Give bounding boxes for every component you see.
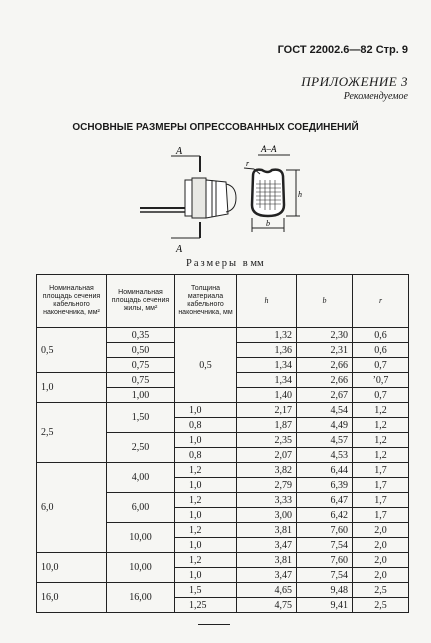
- table-row: [37, 328, 409, 343]
- col-h: h: [237, 275, 297, 328]
- cell-h: 1,34: [237, 373, 297, 388]
- cell-lug-area: 0,5: [37, 328, 107, 373]
- cell-r: 0,6: [353, 343, 409, 358]
- cell-thickness: 1,2: [175, 493, 237, 508]
- cell-lug-area: 1,0: [37, 373, 107, 403]
- cell-b: 2,30: [297, 328, 353, 343]
- cell-b: 7,54: [297, 568, 353, 583]
- table-header-row: [37, 275, 409, 328]
- cell-b: 2,67: [297, 388, 353, 403]
- cell-thickness: 1,2: [175, 553, 237, 568]
- cell-h: 3,47: [237, 538, 297, 553]
- cell-h: 1,87: [237, 418, 297, 433]
- cell-h: 2,17: [237, 403, 297, 418]
- cell-b: 7,60: [297, 523, 353, 538]
- cell-thickness: 1,0: [175, 478, 237, 493]
- cell-h: 3,81: [237, 523, 297, 538]
- dimensions-table: [36, 274, 409, 613]
- cell-thickness: 0,8: [175, 448, 237, 463]
- cell-h: 2,79: [237, 478, 297, 493]
- cell-h: 1,32: [237, 328, 297, 343]
- cell-h: 2,35: [237, 433, 297, 448]
- crimped-connection-drawing: [140, 140, 310, 252]
- sizes-word: Размеры: [186, 258, 239, 269]
- sizes-caption: [186, 258, 264, 269]
- cell-r: 1,7: [353, 508, 409, 523]
- cell-thickness: 0,8: [175, 418, 237, 433]
- dim-b-label: b: [266, 219, 270, 228]
- cell-b: 2,66: [297, 358, 353, 373]
- cell-r: 1,2: [353, 403, 409, 418]
- dim-h-label: h: [298, 190, 302, 199]
- col-r: r: [353, 275, 409, 328]
- cell-b: 4,57: [297, 433, 353, 448]
- cell-r: 2,0: [353, 568, 409, 583]
- cell-r: 2,0: [353, 538, 409, 553]
- end-rule: [198, 624, 230, 625]
- dim-r-label: r: [246, 159, 250, 168]
- cell-h: 3,33: [237, 493, 297, 508]
- cell-r: 0,6: [353, 328, 409, 343]
- cut-label-bottom: А: [176, 244, 183, 252]
- cell-wire-area: 0,75: [107, 373, 175, 388]
- cell-r: 1,2: [353, 433, 409, 448]
- cell-h: 1,36: [237, 343, 297, 358]
- cell-b: 4,49: [297, 418, 353, 433]
- cell-lug-area: 6,0: [37, 463, 107, 553]
- cell-thickness: 1,0: [175, 403, 237, 418]
- cell-thickness: 1,2: [175, 523, 237, 538]
- cell-h: 2,07: [237, 448, 297, 463]
- cell-wire-area: 10,00: [107, 553, 175, 583]
- cell-h: 3,00: [237, 508, 297, 523]
- appendix-status: Рекомендуемое: [343, 91, 408, 102]
- cell-thickness: 1,2: [175, 463, 237, 478]
- cell-b: 6,47: [297, 493, 353, 508]
- cell-thickness: 1,0: [175, 433, 237, 448]
- cell-thickness: 1,5: [175, 583, 237, 598]
- cell-r: 2,5: [353, 598, 409, 613]
- cut-label-top: А: [176, 146, 183, 157]
- table-row: [37, 463, 409, 478]
- cell-thickness: 1,25: [175, 598, 237, 613]
- page-header: ГОСТ 22002.6—82 Стр. 9: [277, 44, 408, 56]
- cell-b: 9,41: [297, 598, 353, 613]
- cell-thickness: 1,0: [175, 568, 237, 583]
- appendix-title: ПРИЛОЖЕНИЕ 3: [301, 74, 408, 89]
- cell-h: 3,81: [237, 553, 297, 568]
- cell-wire-area: 0,35: [107, 328, 175, 343]
- cell-wire-area: 10,00: [107, 523, 175, 553]
- col-thickness: Толщина материала кабельного наконечника, мм: [175, 275, 237, 328]
- cell-wire-area: 0,75: [107, 358, 175, 373]
- cell-b: 9,48: [297, 583, 353, 598]
- cell-b: 6,44: [297, 463, 353, 478]
- cell-h: 1,40: [237, 388, 297, 403]
- cell-wire-area: 1,50: [107, 403, 175, 433]
- table-row: [37, 583, 409, 598]
- cell-b: 4,54: [297, 403, 353, 418]
- cell-b: 2,31: [297, 343, 353, 358]
- cell-r: 2,0: [353, 523, 409, 538]
- cell-h: 1,34: [237, 358, 297, 373]
- cell-r: 1,7: [353, 478, 409, 493]
- col-wire-area: Номинальная площадь сечения жилы, мм²: [107, 275, 175, 328]
- cell-wire-area: 4,00: [107, 463, 175, 493]
- cell-b: 7,54: [297, 538, 353, 553]
- section-label: А–А: [261, 144, 277, 154]
- cell-wire-area: 1,00: [107, 388, 175, 403]
- cell-wire-area: 16,00: [107, 583, 175, 613]
- cell-r: 2,0: [353, 553, 409, 568]
- cell-wire-area: 6,00: [107, 493, 175, 523]
- cell-thickness: 0,5: [175, 328, 237, 403]
- cell-b: 4,53: [297, 448, 353, 463]
- cell-b: 2,66: [297, 373, 353, 388]
- cell-h: 4,75: [237, 598, 297, 613]
- cell-r: ʼ0,7: [353, 373, 409, 388]
- cell-wire-area: 0,50: [107, 343, 175, 358]
- cell-lug-area: 10,0: [37, 553, 107, 583]
- cell-r: 2,5: [353, 583, 409, 598]
- cell-r: 1,7: [353, 463, 409, 478]
- cell-r: 0,7: [353, 388, 409, 403]
- cell-h: 3,82: [237, 463, 297, 478]
- col-lug-area: Номинальная площадь сечения кабельного наконечника, мм²: [37, 275, 107, 328]
- table-row: [37, 403, 409, 418]
- cell-r: 1,7: [353, 493, 409, 508]
- cell-h: 3,47: [237, 568, 297, 583]
- cell-wire-area: 2,50: [107, 433, 175, 463]
- cell-b: 6,39: [297, 478, 353, 493]
- cell-r: 1,2: [353, 448, 409, 463]
- cell-thickness: 1,0: [175, 538, 237, 553]
- document-title: ОСНОВНЫЕ РАЗМЕРЫ ОПРЕССОВАННЫХ СОЕДИНЕНИЙ: [72, 122, 359, 133]
- cell-r: 0,7: [353, 358, 409, 373]
- cell-thickness: 1,0: [175, 508, 237, 523]
- table-row: [37, 553, 409, 568]
- cell-b: 7,60: [297, 553, 353, 568]
- cell-lug-area: 16,0: [37, 583, 107, 613]
- cell-h: 4,65: [237, 583, 297, 598]
- sizes-unit: в мм: [242, 258, 264, 269]
- cell-lug-area: 2,5: [37, 403, 107, 463]
- cell-r: 1,2: [353, 418, 409, 433]
- cell-b: 6,42: [297, 508, 353, 523]
- col-b: b: [297, 275, 353, 328]
